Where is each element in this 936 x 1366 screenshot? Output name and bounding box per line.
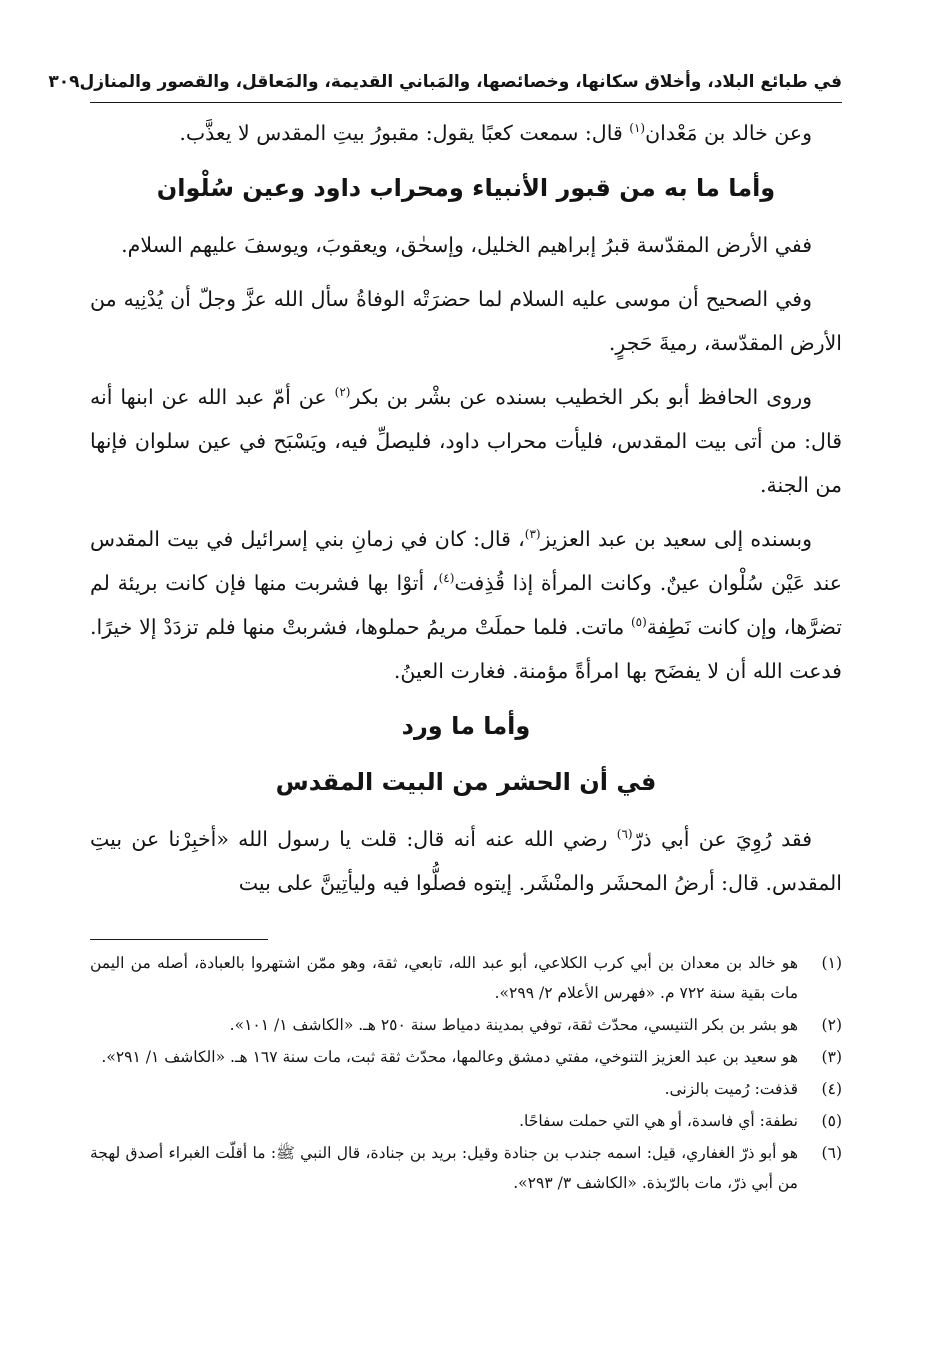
- book-page: [48, 62, 843, 1352]
- footnote-1: [90, 948, 842, 1008]
- paragraph-text: عن أمّ عبد الله عن ابنها أنه قال: من أتى بيت المقدس، فليأت محراب داود، فليصلِّ فيه، ويَسْبَح في عين سلوان فإنها من الجنة.: [90, 385, 842, 497]
- footnote-ref-5[interactable]: (٥): [630, 615, 647, 630]
- footnote-6: [90, 1138, 842, 1198]
- paragraph-said: [90, 517, 842, 693]
- paragraph-text: قال: سمعت كعبًا يقول: مقبورُ بيتِ المقدس لا يعذَّب.: [179, 121, 630, 145]
- footnote-ref-6[interactable]: (٦): [616, 827, 633, 842]
- paragraph-text: ، قال: كان في زمانِ بني إسرائيل في بيت المقدس عند عَيْن سُلْوان عينٌ. وكانت المرأة إذا قُذِفت: [90, 527, 842, 595]
- footnote-5: [90, 1106, 842, 1136]
- paragraph-text: وعن خالد بن مَعْدان: [645, 121, 812, 145]
- footnote-text: قذفت: رُميت بالزنى.: [664, 1080, 798, 1098]
- footnote-ref-4[interactable]: (٤): [438, 571, 455, 586]
- footnote-ref-3[interactable]: (٣): [524, 527, 541, 542]
- main-text: [90, 111, 842, 905]
- paragraph-text: وبسنده إلى سعيد بن عبد العزيز: [540, 527, 812, 551]
- footnote-2: [90, 1010, 842, 1040]
- footnote-text: هو خالد بن معدان بن أبي كرب الكلاعي، أبو عبد الله، تابعي، ثقة، وهو ممّن اشتهروا بالعبادة، أصله من اليمن مات بقية سنة ٧٢٢ م. «فهرس الأعلام ٢/ ٢٩٩».: [90, 954, 798, 1002]
- footnote-4: [90, 1074, 842, 1104]
- paragraph-text: فقد رُوِيَ عن أبي ذرّ: [632, 827, 812, 851]
- footnote-number: (٥): [821, 1112, 842, 1130]
- page-number: ٣٠٩: [48, 72, 80, 92]
- footnote-number: (٦): [821, 1144, 842, 1162]
- footnote-number: (١): [821, 954, 842, 972]
- running-header: [48, 62, 842, 103]
- footnote-number: (٣): [821, 1048, 842, 1066]
- footnote-text: هو أبو ذرّ الغفاري، قيل: اسمه جندب بن جنادة وقيل: بريد بن جنادة، قال النبي ﷺ: ما أقلّت الغبراء أصدق لهجة من أبي ذرّ، مات بالرّبذة. «الكاشف ٣/ ٢٩٣».: [90, 1144, 798, 1192]
- section-heading-gathering: في أن الحشر من البيت المقدس: [275, 768, 657, 796]
- paragraph-khalid: [90, 111, 842, 155]
- paragraph-moses: وفي الصحيح أن موسى عليه السلام لما حضرَتْه الوفاةُ سأل الله عزَّ وجلّ أن يُدْنِيه من الأرض المقدّسة، رميةَ حَجرٍ.: [90, 287, 842, 355]
- paragraph-holy-land: ففي الأرض المقدّسة قبرُ إبراهيم الخليل، وإسحٰق، ويعقوبَ، ويوسفَ عليهم السلام.: [121, 233, 812, 257]
- paragraph-text: وروى الحافظ أبو بكر الخطيب بسنده عن بشْر بن بكر: [350, 385, 812, 409]
- paragraph-text: رضي الله عنه أنه قال: قلت يا رسول الله «أخبِرْنا عن بيتِ المقدس. قال: أرضُ المحشَر والمنْشَر. إيتوه فصلُّوا فيه وليأتِينَّ على بيت: [90, 827, 842, 895]
- footnote-3: [90, 1042, 842, 1072]
- paragraph-abu-dharr: [90, 817, 842, 905]
- footnote-ref-1[interactable]: (١): [629, 121, 646, 136]
- footnote-number: (٢): [821, 1016, 842, 1034]
- footnote-text: نطفة: أي فاسدة، أو هي التي حملت سفاحًا.: [519, 1112, 798, 1130]
- footnote-text: هو سعيد بن عبد العزيز التنوخي، مفتي دمشق وعالمها، محدّث ثقة ثبت، مات سنة ١٦٧ هـ. «الكاشف ١/ ٢٩١».: [101, 1048, 798, 1066]
- paragraph-khatib: [90, 375, 842, 507]
- header-title: في طبائع البلاد، وأخلاق سكانها، وخصائصها، والمَباني القديمة، والمَعاقل، والقصور والمنازل: [79, 72, 842, 92]
- footnote-divider: [90, 939, 268, 940]
- section-heading-what-came: وأما ما ورد: [401, 712, 531, 740]
- footnotes: [90, 948, 842, 1198]
- paragraph-text: ، أتوْا بها فشربت منها فإن كانت بريئة لم تضرَّها، وإن كانت نَطِفة: [90, 571, 843, 639]
- footnote-ref-2[interactable]: (٢): [334, 385, 351, 400]
- paragraph-text: ماتت. فلما حملَتْ مريمُ حملوها، فشربتْ منها فلم تزدَدْ إلا خيرًا. فدعت الله أن لا يفضَح بها امرأةً مؤمنة. فغارت العينُ.: [90, 615, 842, 683]
- footnote-text: هو بشر بن بكر التنيسي، محدّث ثقة، توفي بمدينة دمياط سنة ٢٥٠ هـ. «الكاشف ١/ ١٠١».: [229, 1016, 798, 1034]
- section-heading-prophets-graves: وأما ما به من قبور الأنبياء ومحراب داود وعين سُلْوان: [156, 174, 776, 202]
- footnote-number: (٤): [821, 1080, 842, 1098]
